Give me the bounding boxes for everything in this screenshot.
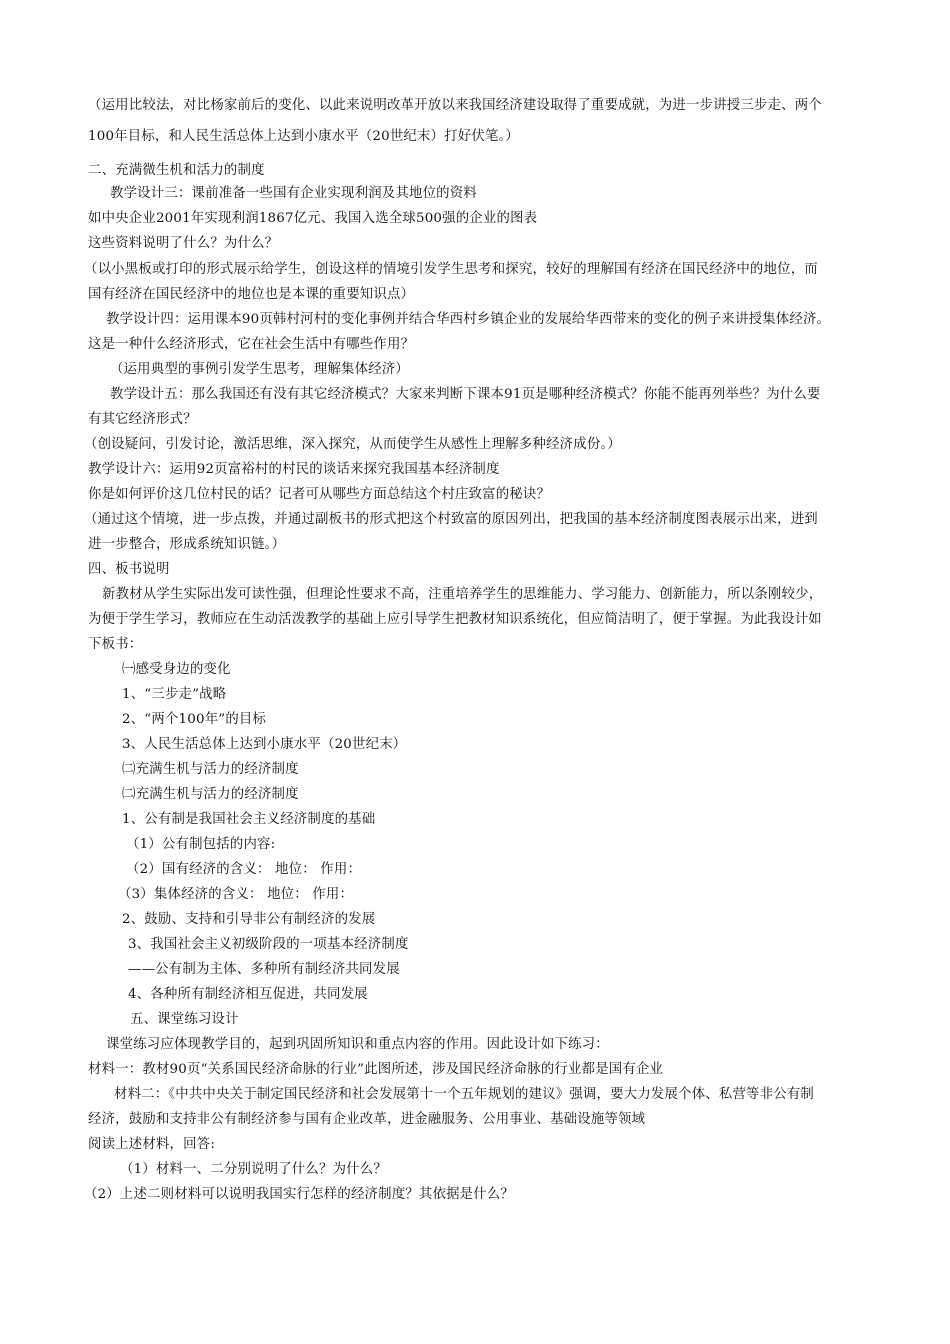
text-line: 有其它经济形式？ (88, 412, 197, 427)
board-item: 2、鼓励、支持和引导非公有制经济的发展 (122, 912, 376, 927)
text-line: （运用典型的事例引发学生思考，理解集体经济） (110, 362, 409, 377)
board-item: ㈠感受身边的变化 (122, 662, 231, 677)
board-item: 1、“三步走”战略 (122, 687, 227, 702)
board-item: 4、各种所有制经济相互促进，共同发展 (128, 987, 368, 1002)
text-line: （运用比较法，对比杨家前后的变化、以此来说明改革开放以来我国经济建设取得了重要成就，为进一步讲授三步走、两个 (88, 98, 822, 113)
board-item: 2、“两个100年”的目标 (122, 712, 267, 727)
section-heading: 二、充满微生机和活力的制度 (88, 163, 265, 178)
text-line: 教学设计四：运用课本90页韩村河村的变化事例并结合华西村乡镇企业的发展给华西带来的变化的例子来讲授集体经济。 (106, 312, 831, 327)
board-item: ㈡充满生机与活力的经济制度 (122, 762, 299, 777)
text-line: 100年目标，和人民生活总体上达到小康水平（20世纪末）打好伏笔。） (88, 129, 520, 144)
board-item: 3、人民生活总体上达到小康水平（20世纪末） (122, 737, 407, 752)
section-heading: 五、课堂练习设计 (130, 1012, 239, 1027)
text-line: 材料二：《中共中央关于制定国民经济和社会发展第十一个五年规划的建议》强调，要大力发展个体、私营等非公有制 (114, 1087, 815, 1102)
board-item: （1）公有制包括的内容: (126, 837, 276, 852)
text-line: 课堂练习应体现教学目的，起到巩固所知识和重点内容的作用。因此设计如下练习： (106, 1037, 609, 1052)
board-item: ——公有制为主体、多种所有制经济共同发展 (128, 962, 400, 977)
question-item: （1）材料一、二分别说明了什么？为什么？ (120, 1162, 387, 1177)
text-line: 如中央企业2001年实现利润1867亿元、我国入选全球500强的企业的图表 (88, 211, 538, 226)
board-item: ㈡充满生机与活力的经济制度 (122, 787, 299, 802)
text-line: （以小黑板或打印的形式展示给学生，创设这样的情境引发学生思考和探究，较好的理解国有经济在国民经济中的地位，而 (84, 262, 818, 277)
text-line: 教学设计五：那么我国还有没有其它经济模式？大家来判断下课本91页是哪种经济模式？你能不能再列举些？为什么要 (110, 387, 821, 402)
text-line: 你是如何评价这几位村民的话？记者可从哪些方面总结这个村庄致富的秘诀？ (88, 487, 551, 502)
board-item: 3、我国社会主义初级阶段的一项基本经济制度 (128, 937, 409, 952)
text-line: （创设疑问，引发讨论，激活思维，深入探究，从而使学生从感性上理解多种经济成份。） (84, 437, 621, 452)
board-item: 1、公有制是我国社会主义经济制度的基础 (122, 812, 376, 827)
section-heading: 四、板书说明 (88, 562, 170, 577)
text-line: 经济，鼓励和支持非公有制经济参与国有企业改革，进金融服务、公用事业、基础设施等领域 (88, 1112, 646, 1127)
board-item: （3）集体经济的含义： 地位： 作用： (118, 887, 354, 902)
text-line: 这些资料说明了什么？为什么？ (88, 236, 279, 251)
text-line: 新教材从学生实际出发可读性强，但理论性要求不高，注重培养学生的思维能力、学习能力、创新能力，所以条刚较少， (102, 587, 823, 602)
text-line: 教学设计三：课前准备一些国有企业实现利润及其地位的资料 (110, 186, 477, 201)
text-line: 进一步整合，形成系统知识链。） (88, 537, 286, 552)
question-item: （2）上述二则材料可以说明我国实行怎样的经济制度？其依据是什么？ (84, 1187, 515, 1202)
text-line: 为便于学生学习，教师应在生动活泼教学的基础上应引导学生把教材知识系统化，但应简洁明了，便于掌握。为此我设计如 (88, 612, 822, 627)
text-line: （通过这个情境，进一步点拨，并通过副板书的形式把这个村致富的原因列出，把我国的基本经济制度图表展示出来，进到 (84, 512, 818, 527)
text-line: 教学设计六：运用92页富裕村的村民的谈话来探究我国基本经济制度 (88, 462, 500, 477)
text-line: 这是一种什么经济形式，它在社会生活中有哪些作用？ (88, 337, 415, 352)
text-line: 下板书： (88, 637, 143, 652)
text-line: 国有经济在国民经济中的地位也是本课的重要知识点） (88, 287, 415, 302)
board-item: （2）国有经济的含义： 地位： 作用： (126, 862, 362, 877)
text-line: 阅读上述材料，回答: (88, 1137, 216, 1152)
text-line: 材料一：教材90页“关系国民经济命脉的行业”此图所述，涉及国民经济命脉的行业都是国有企业 (88, 1062, 664, 1077)
